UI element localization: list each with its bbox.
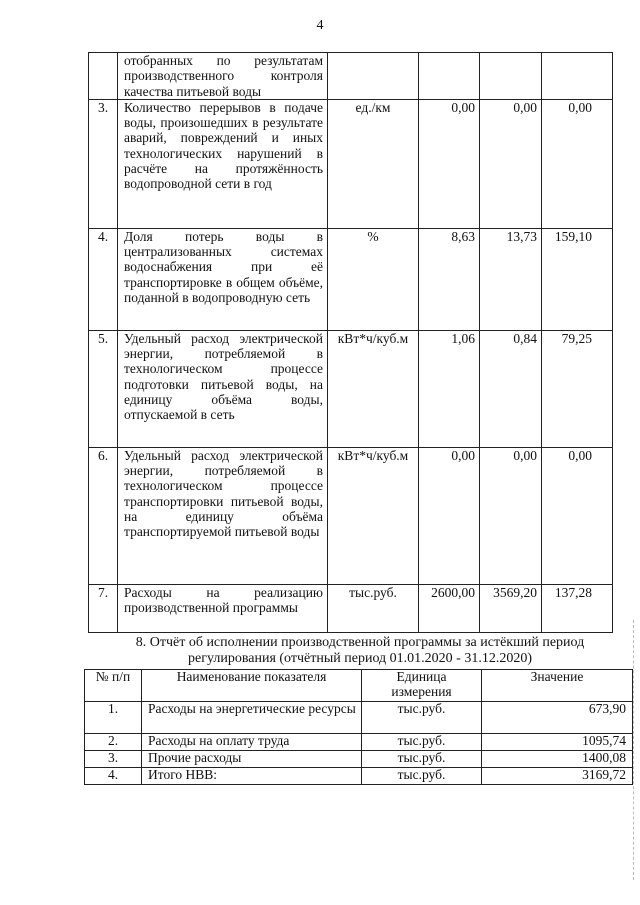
table-row — [89, 53, 613, 100]
row-number: 4. — [85, 768, 142, 785]
row-number: 2. — [85, 734, 142, 751]
expense-unit: тыс.руб. — [362, 768, 482, 785]
expense-name: Итого НВВ: — [142, 768, 362, 785]
indicator-unit: % — [328, 228, 419, 330]
indicator-name: Удельный расход электрической энергии, потребляемой в технологическом процессе транспортировки питьевой воды, на единицу объёма транспортируемой питьевой воды — [118, 447, 328, 584]
indicator-unit: ед./км — [328, 99, 419, 228]
indicators-table — [88, 52, 613, 633]
table-row — [85, 768, 633, 785]
table-row — [89, 584, 613, 632]
header-num: № п/п — [85, 670, 142, 702]
value-plan: 2600,00 — [419, 584, 480, 632]
table-row — [89, 228, 613, 330]
indicator-unit — [328, 53, 419, 100]
value-plan: 0,00 — [419, 447, 480, 584]
value-plan — [419, 53, 480, 100]
indicator-unit: кВт*ч/куб.м — [328, 447, 419, 584]
table-header-row — [85, 670, 633, 702]
value-actual: 0,84 — [480, 330, 542, 447]
indicator-unit: кВт*ч/куб.м — [328, 330, 419, 447]
row-number: 1. — [85, 702, 142, 734]
expense-name: Расходы на энергетические ресурсы — [142, 702, 362, 734]
expense-value: 673,90 — [482, 702, 633, 734]
expense-value: 3169,72 — [482, 768, 633, 785]
value-ratio: 0,00 — [542, 447, 613, 584]
indicator-name: Удельный расход электрической энергии, потребляемой в технологическом процессе подготовки питьевой воды, на единицу объёма воды, отпускаемой в сеть — [118, 330, 328, 447]
table-row — [85, 702, 633, 734]
value-ratio: 79,25 — [542, 330, 613, 447]
value-actual: 13,73 — [480, 228, 542, 330]
table-row — [89, 99, 613, 228]
table-row — [89, 447, 613, 584]
expense-value: 1095,74 — [482, 734, 633, 751]
table-row — [85, 751, 633, 768]
value-actual — [480, 53, 542, 100]
expense-unit: тыс.руб. — [362, 751, 482, 768]
expense-name: Прочие расходы — [142, 751, 362, 768]
indicator-unit: тыс.руб. — [328, 584, 419, 632]
value-ratio: 0,00 — [542, 99, 613, 228]
indicator-name: Количество перерывов в подаче воды, произошедших в результате аварий, повреждений и иных технологических нарушений в расчёте на протяжённость водопроводной сети в год — [118, 99, 328, 228]
section-8-title: 8. Отчёт об исполнении производственной программы за истёкший период регулирования (отчётный период 01.01.2020 - 31.12.2020) — [135, 635, 585, 666]
row-number: 6. — [89, 447, 118, 584]
row-number: 5. — [89, 330, 118, 447]
row-number: 3. — [89, 99, 118, 228]
value-actual: 3569,20 — [480, 584, 542, 632]
expense-name: Расходы на оплату труда — [142, 734, 362, 751]
value-plan: 1,06 — [419, 330, 480, 447]
value-ratio: 137,28 — [542, 584, 613, 632]
program-report-table — [84, 669, 633, 785]
scan-margin-marks — [629, 620, 634, 880]
table-row — [85, 734, 633, 751]
expense-value: 1400,08 — [482, 751, 633, 768]
value-ratio: 159,10 — [542, 228, 613, 330]
value-plan: 0,00 — [419, 99, 480, 228]
header-unit: Единица измерения — [362, 670, 482, 702]
value-ratio — [542, 53, 613, 100]
indicator-name: отобранных по результатам производственного контроля качества питьевой воды — [118, 53, 328, 100]
table-row — [89, 330, 613, 447]
value-plan: 8,63 — [419, 228, 480, 330]
indicator-name: Расходы на реализацию производственной программы — [118, 584, 328, 632]
row-number — [89, 53, 118, 100]
value-actual: 0,00 — [480, 99, 542, 228]
header-name: Наименование показателя — [142, 670, 362, 702]
row-number: 3. — [85, 751, 142, 768]
page-number: 4 — [316, 18, 324, 33]
header-value: Значение — [482, 670, 633, 702]
expense-unit: тыс.руб. — [362, 734, 482, 751]
value-actual: 0,00 — [480, 447, 542, 584]
expense-unit: тыс.руб. — [362, 702, 482, 734]
indicator-name: Доля потерь воды в централизованных системах водоснабжения при её транспортировке в общем объёме, поданной в водопроводную сеть — [118, 228, 328, 330]
row-number: 7. — [89, 584, 118, 632]
row-number: 4. — [89, 228, 118, 330]
